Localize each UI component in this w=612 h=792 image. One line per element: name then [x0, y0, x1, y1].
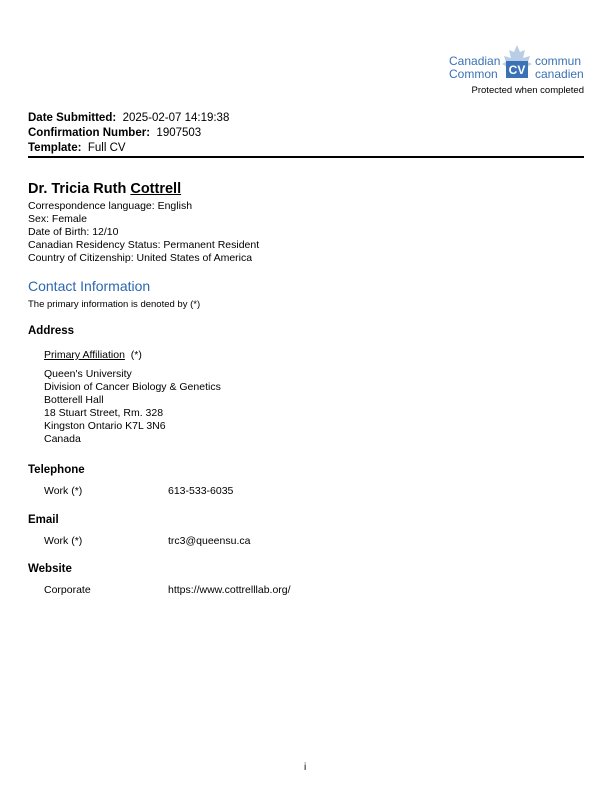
website-heading: Website [28, 563, 72, 575]
logo-text-canadien: canadien [535, 67, 584, 81]
date-submitted-row [28, 111, 229, 126]
protected-note: Protected when completed [471, 85, 584, 96]
logo-text-canadian: Canadian [449, 54, 501, 68]
contact-info-title: Contact Information [28, 278, 151, 294]
email-heading: Email [28, 514, 59, 526]
confirmation-label: Confirmation Number: [28, 127, 151, 139]
logo-text-common: Common [449, 67, 498, 81]
primary-affiliation-label: Primary Affiliation [44, 349, 125, 361]
page-number: i [304, 762, 307, 773]
template-label: Template: [28, 142, 82, 154]
address-line: Division of Cancer Biology & Genetics [44, 381, 221, 393]
person-name [28, 181, 181, 197]
maple-leaf-cv-icon [501, 44, 533, 82]
confirmation-row [28, 126, 201, 141]
address-line: 18 Stuart Street, Rm. 328 [44, 407, 164, 419]
date-of-birth: Date of Birth: 12/10 [28, 226, 119, 238]
address-line: Kingston Ontario K7L 3N6 [44, 420, 166, 432]
sex: Sex: Female [28, 213, 87, 225]
website-value: https://www.cottrelllab.org/ [168, 584, 291, 596]
template-row [28, 141, 126, 156]
ccv-logo [448, 44, 588, 84]
email-value: trc3@queensu.ca [168, 535, 251, 547]
logo-badge-text: CV [508, 63, 526, 77]
telephone-value: 613-533-6035 [168, 485, 234, 497]
surname: Cottrell [130, 181, 182, 197]
address-heading: Address [28, 325, 75, 337]
address-line: Canada [44, 433, 81, 445]
residency-status: Canadian Residency Status: Permanent Resident [28, 239, 260, 251]
address-line: Queen's University [44, 368, 132, 380]
telephone-label: Work (*) [44, 485, 83, 497]
date-submitted-label: Date Submitted: [28, 112, 117, 124]
address-line: Botterell Hall [44, 394, 104, 406]
template-value: Full CV [87, 142, 126, 154]
website-label: Corporate [44, 584, 91, 596]
date-submitted-value: 2025-02-07 14:19:38 [122, 112, 230, 124]
confirmation-value: 1907503 [156, 127, 202, 139]
citizenship: Country of Citizenship: United States of America [28, 252, 253, 264]
primary-affiliation [44, 349, 142, 361]
header-divider [28, 156, 584, 158]
correspondence-language: Correspondence language: English [28, 200, 193, 212]
primary-affiliation-marker: (*) [130, 349, 142, 361]
email-label: Work (*) [44, 535, 83, 547]
primary-note: The primary information is denoted by (*) [28, 299, 201, 310]
name-prefix: Dr. Tricia Ruth [28, 181, 127, 197]
logo-text-commun: commun [535, 54, 582, 68]
telephone-heading: Telephone [28, 464, 85, 476]
